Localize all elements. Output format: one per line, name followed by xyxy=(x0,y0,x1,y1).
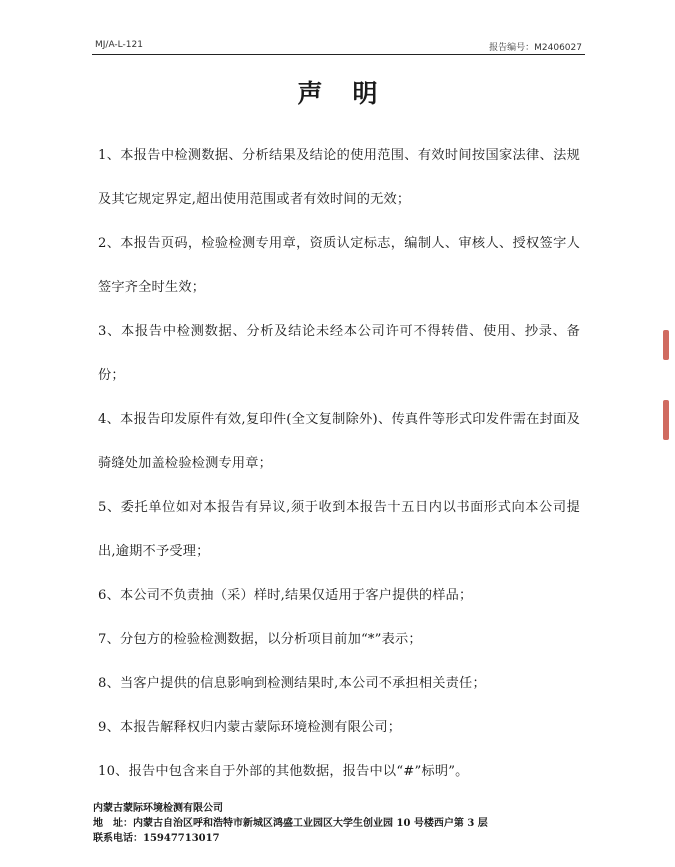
header-rule xyxy=(92,54,585,55)
company-footer xyxy=(93,801,488,846)
page-title: 声明 xyxy=(297,79,408,108)
clause-3: 3、本报告中检测数据、分析及结论未经本公司许可不得转借、使用、抄录、备份； xyxy=(98,324,580,383)
clause-10: 10、报告中包含来自于外部的其他数据，报告中以“#”标明”。 xyxy=(98,764,469,779)
clause-5: 5、委托单位如对本报告有异议,须于收到本报告十五日内以书面形式向本公司提出,逾期不予受理； xyxy=(98,500,580,559)
document-code: MJ/A-L-121 xyxy=(95,40,143,50)
clause-1: 1、本报告中检测数据、分析结果及结论的使用范围、有效时间按国家法律、法规及其它规定界定,超出使用范围或者有效时间的无效； xyxy=(98,148,580,207)
report-number: 报告编号：M2406027 xyxy=(489,43,582,53)
statement-clauses xyxy=(98,134,580,794)
clause-4: 4、本报告印发原件有效,复印件(全文复制除外)、传真件等形式印发件需在封面及骑缝处加盖检验检测专用章； xyxy=(98,412,580,471)
clause-8: 8、当客户提供的信息影响到检测结果时,本公司不承担相关责任； xyxy=(98,676,486,691)
footer-address: 地 址：内蒙古自治区呼和浩特市新城区鸿盛工业园区大学生创业园 10 号楼西户第 3 层 xyxy=(93,818,488,829)
clause-6: 6、本公司不负责抽（采）样时,结果仅适用于客户提供的样品； xyxy=(98,588,473,603)
seal-edge-mark-top xyxy=(663,330,669,360)
clause-2: 2、本报告页码，检验检测专用章，资质认定标志，编制人、审核人、授权签字人签字齐全时生效； xyxy=(98,236,580,295)
clause-9: 9、本报告解释权归内蒙古蒙际环境检测有限公司； xyxy=(98,720,402,735)
footer-phone: 联系电话：15947713017 xyxy=(93,833,220,844)
footer-company-name: 内蒙古蒙际环境检测有限公司 xyxy=(93,803,223,814)
clause-7: 7、分包方的检验检测数据，以分析项目前加“*”表示； xyxy=(98,632,422,647)
seal-edge-mark-bottom xyxy=(663,400,669,440)
